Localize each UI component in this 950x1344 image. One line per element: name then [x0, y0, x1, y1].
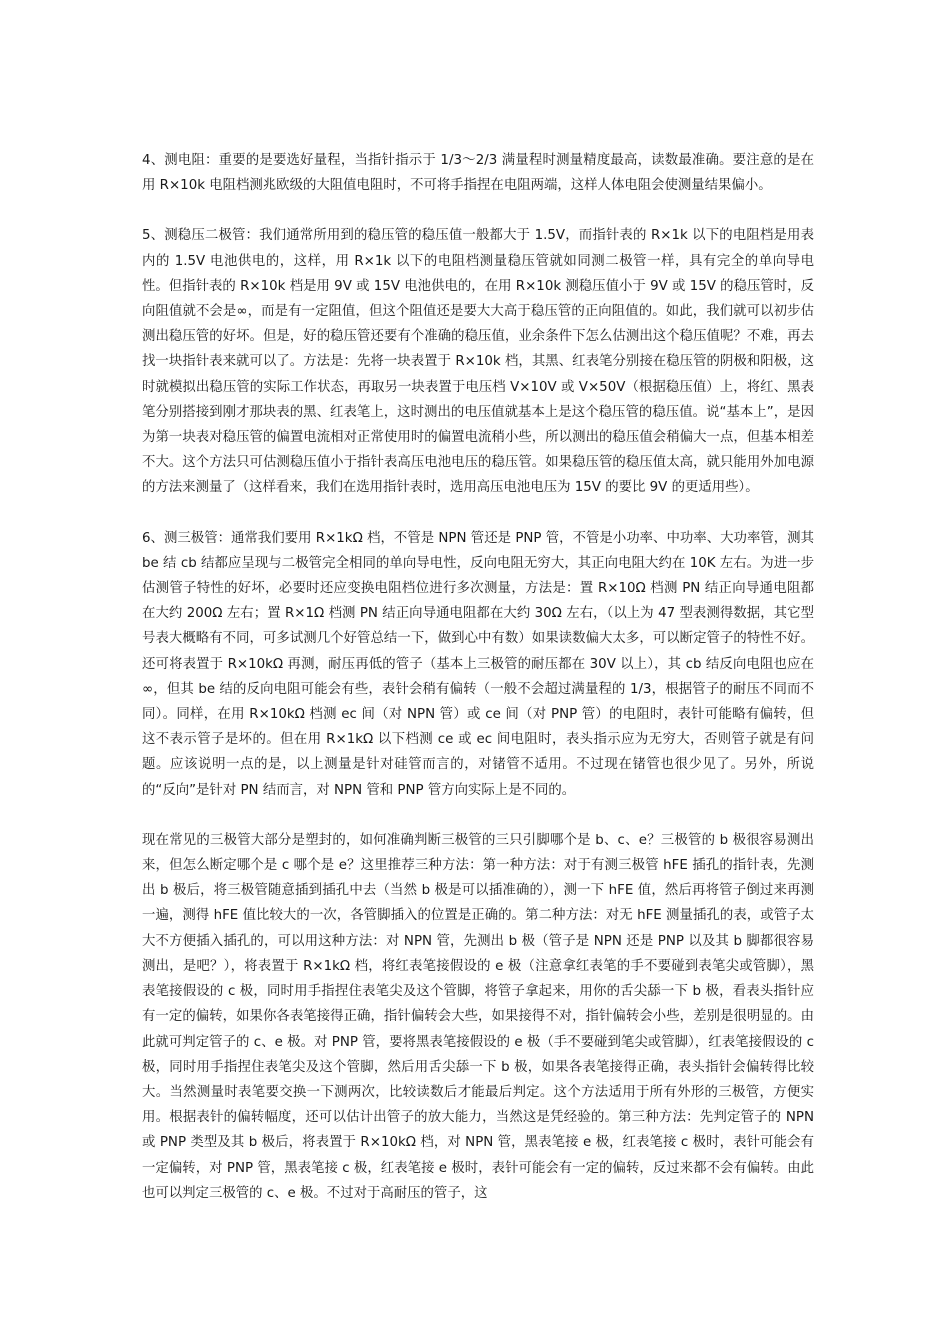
paragraph-zener-diode: 5、测稳压二极管：我们通常所用到的稳压管的稳压值一般都大于 1.5V，而指针表的 R×1k 以下的电阻档是用表内的 1.5V 电池供电的，这样，用 R×1k 以下的电阻档测量稳压管就如同测二极管一样，具有完全的单向导电性。但指针表的 R×10k 档是用 9V 或 15V 电池供电的，在用 R×10k 测稳压值小于 9V 或 15V 的稳压管时，反向阻值就不会是∞，而是有一定阻值，但这个阻值还是要大大高于稳压管的正向阻值的。如此，我们就可以初步估测出稳压管的好坏。但是，好的稳压管还要有个准确的稳压值，业余条件下怎么估测出这个稳压值呢？不难，再去找一块指针表来就可以了。方法是：先将一块表置于 R×10k 档，其黑、红表笔分别接在稳压管的阴极和阳极，这时就模拟出稳压管的实际工作状态，再取另一块表置于电压档 V×10V 或 V×50V（根据稳压值）上，将红、黑表笔分别搭接到刚才那块表的黑、红表笔上，这时测出的电压值就基本上是这个稳压管的稳压值。说“基本上”，是因为第一块表对稳压管的偏置电流相对正常使用时的偏置电流稍小些，所以测出的稳压值会稍偏大一点，但基本相差不大。这个方法只可估测稳压值小于指针表高压电池电压的稳压管。如果稳压管的稳压值太高，就只能用外加电源的方法来测量了（这样看来，我们在选用指针表时，选用高压电池电压为 15V 的要比 9V 的更适用些）。	[142, 228, 814, 496]
paragraph-transistor-pins: 现在常见的三极管大部分是塑封的，如何准确判断三极管的三只引脚哪个是 b、c、e？三极管的 b 极很容易测出来，但怎么断定哪个是 c 哪个是 e？这里推荐三种方法：第一种方法：对于有测三极管 hFE 插孔的指针表，先测出 b 极后，将三极管随意插到插孔中去（当然 b 极是可以插准确的），测一下 hFE 值，然后再将管子倒过来再测一遍，测得 hFE 值比较大的一次，各管脚插入的位置是正确的。第二种方法：对无 hFE 测量插孔的表，或管子太大不方便插入插孔的，可以用这种方法：对 NPN 管，先测出 b 极（管子是 NPN 还是 PNP 以及其 b 脚都很容易测出，是吧？），将表置于 R×1kΩ 档，将红表笔接假设的 e 极（注意拿红表笔的手不要碰到表笔尖或管脚），黑表笔接假设的 c 极，同时用手指捏住表笔尖及这个管脚，将管子拿起来，用你的舌尖舔一下 b 极，看表头指针应有一定的偏转，如果你各表笔接得正确，指针偏转会大些，如果接得不对，指针偏转会小些，差别是很明显的。由此就可判定管子的 c、e 极。对 PNP 管，要将黑表笔接假设的 e 极（手不要碰到笔尖或管脚），红表笔接假设的 c 极，同时用手指捏住表笔尖及这个管脚，然后用舌尖舔一下 b 极，如果各表笔接得正确，表头指针会偏转得比较大。当然测量时表笔要交换一下测两次，比较读数后才能最后判定。这个方法适用于所有外形的三极管，方便实用。根据表针的偏转幅度，还可以估计出管子的放大能力，当然这是凭经验的。第三种方法：先判定管子的 NPN 或 PNP 类型及其 b 极后，将表置于 R×10kΩ 档，对 NPN 管，黑表笔接 e 极，红表笔接 c 极时，表针可能会有一定偏转，对 PNP 管，黑表笔接 c 极，红表笔接 e 极时，表针可能会有一定的偏转，反过来都不会有偏转。由此也可以判定三极管的 c、e 极。不过对于高耐压的管子，这	[142, 832, 814, 1201]
paragraph-transistor: 6、测三极管：通常我们要用 R×1kΩ 档，不管是 NPN 管还是 PNP 管，不管是小功率、中功率、大功率管，测其 be 结 cb 结都应呈现与二极管完全相同的单向导电性，反向电阻无穷大，其正向电阻大约在 10K 左右。为进一步估测管子特性的好坏，必要时还应变换电阻档位进行多次测量，方法是：置 R×10Ω 档测 PN 结正向导通电阻都在大约 200Ω 左右；置 R×1Ω 档测 PN 结正向导通电阻都在大约 30Ω 左右，（以上为 47 型表测得数据，其它型号表大概略有不同，可多试测几个好管总结一下，做到心中有数）如果读数偏大太多，可以断定管子的特性不好。还可将表置于 R×10kΩ 再测，耐压再低的管子（基本上三极管的耐压都在 30V 以上），其 cb 结反向电阻也应在∞，但其 be 结的反向电阻可能会有些，表针会稍有偏转（一般不会超过满量程的 1/3，根据管子的耐压不同而不同）。同样，在用 R×10kΩ 档测 ec 间（对 NPN 管）或 ce 间（对 PNP 管）的电阻时，表针可能略有偏转，但这不表示管子是坏的。但在用 R×1kΩ 以下档测 ce 或 ec 间电阻时，表头指示应为无穷大，否则管子就是有问题。应该说明一点的是，以上测量是针对硅管而言的，对锗管不适用。不过现在锗管也很少见了。另外，所说的“反向”是针对 PN 结而言，对 NPN 管和 PNP 管方向实际上是不同的。	[142, 530, 814, 798]
document-body	[142, 148, 814, 1231]
paragraph-measure-resistance: 4、测电阻：重要的是要选好量程，当指针指示于 1/3～2/3 满量程时测量精度最高，读数最准确。要注意的是在用 R×10k 电阻档测兆欧级的大阻值电阻时，不可将手指捏在电阻两端，这样人体电阻会使测量结果偏小。	[142, 153, 814, 194]
